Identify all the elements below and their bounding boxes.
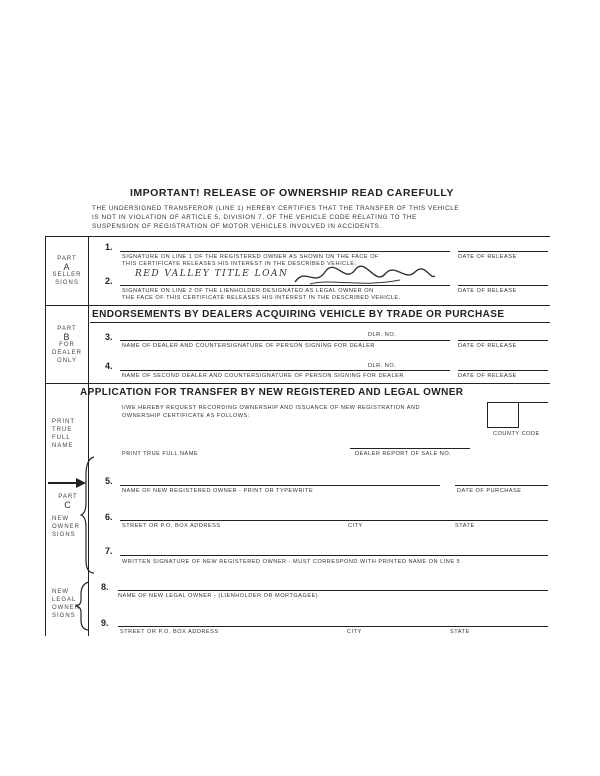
- part-b-for: FOR: [59, 342, 75, 348]
- line-4-dealer-field[interactable]: [120, 370, 450, 371]
- part-c-heading: APPLICATION FOR TRANSFER BY NEW REGISTERED AND LEGAL OWNER: [80, 387, 464, 398]
- part-c-word: PART: [58, 494, 78, 500]
- line-3-number: 3.: [105, 332, 113, 342]
- county-code-label: COUNTY CODE: [493, 431, 540, 437]
- part-c-letter: C: [64, 500, 72, 510]
- line-6-address-field[interactable]: [120, 520, 548, 521]
- divider-b-heading: [90, 322, 550, 323]
- form-title: IMPORTANT! RELEASE OF OWNERSHIP READ CAREFULLY: [130, 187, 454, 199]
- line-5-name-field[interactable]: [120, 485, 440, 486]
- line-5-date-field[interactable]: [455, 485, 548, 486]
- line-2-date-field[interactable]: [458, 285, 548, 286]
- line-1-number: 1.: [105, 242, 113, 252]
- intro-line-2: IS NOT IN VIOLATION OF ARTICLE 5, DIVISION 7, OF THE VEHICLE CODE RELATING TO THE: [92, 214, 417, 221]
- print-name-label: [52, 418, 82, 450]
- dealer-report-field[interactable]: [350, 448, 470, 449]
- line-7-signature-field[interactable]: [120, 555, 548, 556]
- line-9-state-label: STATE: [450, 629, 470, 635]
- divider-b-c: [45, 383, 550, 384]
- legal-owner-word: OWNER: [52, 605, 80, 611]
- line-1-date-field[interactable]: [458, 251, 548, 252]
- line-1-caption-b: THIS CERTIFICATE RELEASES HIS INTEREST IN THE DESCRIBED VEHICLE.: [122, 261, 357, 267]
- new-owner-bracket: [80, 455, 100, 575]
- line-5-caption: NAME OF NEW REGISTERED OWNER - PRINT OR TYPEWRITE: [122, 488, 314, 494]
- top-border: [45, 236, 550, 237]
- line-1-signature-field[interactable]: [120, 251, 450, 252]
- line-6-number: 6.: [105, 512, 113, 522]
- part-b-label: [52, 325, 82, 365]
- part-c-label: [55, 493, 81, 509]
- request-line-2: OWNERSHIP CERTIFICATE AS FOLLOWS:: [122, 413, 250, 419]
- line-3-date-field[interactable]: [458, 340, 548, 341]
- line-9-street-label: STREET OR P.O. BOX ADDRESS: [120, 629, 219, 635]
- line-5-number: 5.: [105, 476, 113, 486]
- owner-word: OWNER: [52, 524, 80, 530]
- part-b-only: ONLY: [57, 358, 77, 364]
- line-4-date-field[interactable]: [458, 370, 548, 371]
- line-9-number: 9.: [101, 618, 109, 628]
- signs-word: SIGNS: [52, 532, 76, 538]
- county-code-box-top: [518, 402, 548, 403]
- part-b-letter: B: [63, 332, 71, 342]
- line-3-dlr-label: DLR. NO.: [368, 332, 397, 338]
- part-b-word: PART: [57, 326, 77, 332]
- print-word: PRINT: [52, 419, 75, 425]
- full-word: FULL: [52, 435, 71, 441]
- left-border: [45, 236, 46, 636]
- line-5-date-label: DATE OF PURCHASE: [457, 488, 522, 494]
- line-9-city-label: CITY: [347, 629, 362, 635]
- part-a-signs: SIGNS: [55, 280, 79, 286]
- part-a-letter: A: [63, 262, 71, 272]
- line-3-caption: NAME OF DEALER AND COUNTERSIGNATURE OF PERSON SIGNING FOR DEALER: [122, 343, 375, 349]
- part-b-heading: ENDORSEMENTS BY DEALERS ACQUIRING VEHICLE BY TRADE OR PURCHASE: [92, 309, 505, 320]
- line-8-caption: NAME OF NEW LEGAL OWNER - (LIENHOLDER OR MORTGAGEE): [118, 593, 319, 599]
- line-4-date-label: DATE OF RELEASE: [458, 373, 517, 379]
- line-7-number: 7.: [105, 546, 113, 556]
- line-2-caption-a: SIGNATURE ON LINE 2 OF THE LIENHOLDER DESIGNATED AS LEGAL OWNER ON: [122, 288, 374, 294]
- line-3-dealer-field[interactable]: [120, 340, 450, 341]
- line-8-legal-owner-field[interactable]: [118, 590, 548, 591]
- intro-line-1: THE UNDERSIGNED TRANSFEROR (LINE 1) HEREBY CERTIFIES THAT THE TRANSFER OF THIS VEHICLE: [92, 205, 460, 212]
- new-word: NEW: [52, 516, 69, 522]
- line-2-signature-field[interactable]: [120, 285, 450, 286]
- line-9-address-field[interactable]: [118, 626, 548, 627]
- line-2-date-label: DATE OF RELEASE: [458, 288, 517, 294]
- request-line-1: I/WE HEREBY REQUEST RECORDING OWNERSHIP AND ISSUANCE OF NEW REGISTRATION AND: [122, 405, 421, 411]
- part-a-seller: SELLER: [52, 272, 82, 278]
- new-legal-word: NEW: [52, 589, 69, 595]
- part-b-dealer: DEALER: [52, 350, 83, 356]
- handwritten-signature: RED VALLEY TITLE LOAN: [135, 269, 289, 279]
- arrow-icon: [46, 476, 88, 490]
- line-8-number: 8.: [101, 582, 109, 592]
- new-owner-signs-label: [52, 515, 82, 539]
- line-4-caption: NAME OF SECOND DEALER AND COUNTERSIGNATURE OF PERSON SIGNING FOR DEALER: [122, 373, 404, 379]
- divider-a-b: [45, 305, 550, 306]
- intro-line-3: SUSPENSION OF REGISTRATION OF MOTOR VEHICLES INVOLVED IN ACCIDENTS.: [92, 223, 382, 230]
- legal-signs-word: SIGNS: [52, 613, 76, 619]
- true-word: TRUE: [52, 427, 73, 433]
- legal-word: LEGAL: [52, 597, 77, 603]
- county-code-box[interactable]: [487, 402, 519, 428]
- line-6-state-label: STATE: [455, 523, 475, 529]
- name-word: NAME: [52, 443, 74, 449]
- line-1-date-label: DATE OF RELEASE: [458, 254, 517, 260]
- line-1-caption-a: SIGNATURE ON LINE 1 OF THE REGISTERED OWNER AS SHOWN ON THE FACE OF: [122, 254, 379, 260]
- dealer-report-label: DEALER REPORT OF SALE NO.: [355, 451, 452, 457]
- line-7-caption: WRITTEN SIGNATURE OF NEW REGISTERED OWNER - MUST CORRESPOND WITH PRINTED NAME ON LINE 5: [122, 559, 461, 565]
- line-2-number: 2.: [105, 276, 113, 286]
- part-a-word: PART: [57, 256, 77, 262]
- line-6-city-label: CITY: [348, 523, 363, 529]
- line-4-dlr-label: DLR. NO.: [368, 363, 397, 369]
- line-6-street-label: STREET OR P.O. BOX ADDRESS: [122, 523, 221, 529]
- line-4-number: 4.: [105, 361, 113, 371]
- line-2-caption-b: THE FACE OF THIS CERTIFICATE RELEASES HIS INTEREST IN THE DESCRIBED VEHICLE.: [122, 295, 401, 301]
- new-legal-owner-signs-label: [52, 588, 82, 620]
- inner-left-border: [88, 236, 89, 636]
- print-true-name-label: PRINT TRUE FULL NAME: [122, 451, 199, 457]
- line-3-date-label: DATE OF RELEASE: [458, 343, 517, 349]
- part-a-label: [52, 255, 82, 287]
